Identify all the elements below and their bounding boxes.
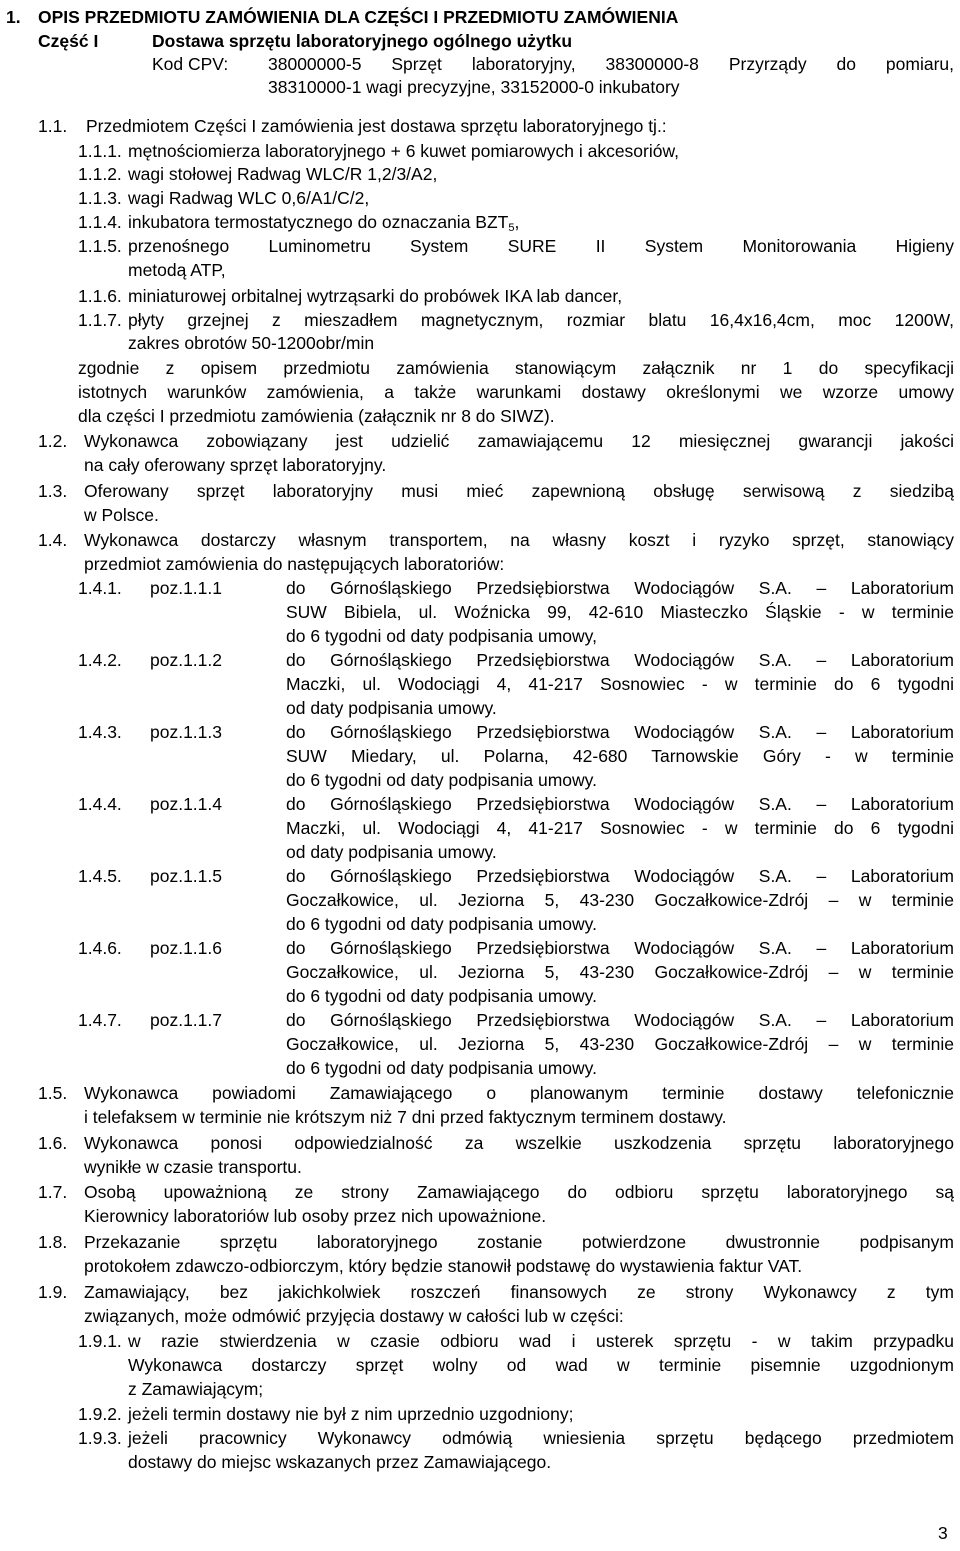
- item-text: do 6 tygodni od daty podpisania umowy,: [286, 626, 597, 646]
- list-item-number: 1.4.2.: [78, 650, 122, 670]
- section-text: Wykonawca zobowiązany jest udzielić zamawiającemu 12 miesięcznej gwarancji jakości: [84, 431, 954, 451]
- paragraph-line: istotnych warunków zamówienia, a także warunkami dostawy określonymi we wzorze umowy: [78, 382, 954, 402]
- list-item-text: jeżeli pracownicy Wykonawcy odmówią wniesienia sprzętu będącego przedmiotem: [128, 1428, 954, 1448]
- list-item-number: 1.4.6.: [78, 938, 122, 958]
- section-number: 1.3.: [38, 481, 68, 501]
- item-text: do 6 tygodni od daty podpisania umowy.: [286, 986, 597, 1006]
- section-text-cont: przedmiot zamówienia do następujących laboratoriów:: [84, 554, 505, 574]
- section-number: 1.4.: [38, 530, 68, 550]
- subscript: 5: [508, 222, 515, 234]
- list-item-number: 1.4.4.: [78, 794, 122, 814]
- list-item-text-cont: z Zamawiającym;: [128, 1379, 264, 1399]
- list-item-number: 1.1.5.: [78, 236, 122, 256]
- section-number: 1.6.: [38, 1133, 68, 1153]
- item-position: poz.1.1.1: [150, 578, 222, 598]
- section-number: 1.8.: [38, 1232, 68, 1252]
- item-suffix: ,: [514, 212, 520, 232]
- section-text-cont: związanych, może odmówić przyjęcia dostawy w całości lub w części:: [84, 1306, 624, 1326]
- item-text: do Górnośląskiego Przedsiębiorstwa Wodociągów S.A. – Laboratorium: [286, 650, 954, 670]
- paragraph-line: dla części I przedmiotu zamówienia (załącznik nr 8 do SIWZ).: [78, 406, 555, 426]
- cpv-codes-line-2: 38310000-1 wagi precyzyjne, 33152000-0 inkubatory: [268, 77, 680, 97]
- item-position: poz.1.1.2: [150, 650, 222, 670]
- item-text: Maczki, ul. Wodociągi 4, 41-217 Sosnowiec - w terminie do 6 tygodni: [286, 674, 954, 694]
- section-number: 1.5.: [38, 1083, 68, 1103]
- item-text: od daty podpisania umowy.: [286, 842, 497, 862]
- item-position: poz.1.1.7: [150, 1010, 222, 1030]
- item-text: do Górnośląskiego Przedsiębiorstwa Wodociągów S.A. – Laboratorium: [286, 722, 954, 742]
- list-item-number: 1.1.6.: [78, 286, 122, 306]
- list-item-number: 1.1.4.: [78, 212, 122, 232]
- section-number: 1.7.: [38, 1182, 68, 1202]
- list-item-number: 1.4.1.: [78, 578, 122, 598]
- list-item-text-cont: zakres obrotów 50-1200obr/min: [128, 333, 375, 353]
- section-text-cont: w Polsce.: [84, 505, 159, 525]
- list-item-number: 1.1.7.: [78, 310, 122, 330]
- item-text: Goczałkowice, ul. Jeziorna 5, 43-230 Goczałkowice-Zdrój – w terminie: [286, 1034, 954, 1054]
- section-text: Wykonawca ponosi odpowiedzialność za wszelkie uszkodzenia sprzętu laboratoryjnego: [84, 1133, 954, 1153]
- section-text-cont: protokołem zdawczo-odbiorczym, który będzie stanowił podstawę do wystawienia faktur VAT.: [84, 1256, 803, 1276]
- list-item-text: wagi stołowej Radwag WLC/R 1,2/3/A2,: [128, 164, 438, 184]
- section-text-cont: wynikłe w czasie transportu.: [84, 1157, 302, 1177]
- section-number: 1.: [6, 7, 21, 27]
- list-item-text-cont: metodą ATP,: [128, 260, 226, 280]
- item-text: do Górnośląskiego Przedsiębiorstwa Wodociągów S.A. – Laboratorium: [286, 938, 954, 958]
- list-item-text-cont: Wykonawca dostarczy sprzęt wolny od wad w terminie pisemnie uzgodnionym: [128, 1355, 954, 1375]
- section-text: Oferowany sprzęt laboratoryjny musi mieć zapewnioną obsługę serwisową z siedzibą: [84, 481, 954, 501]
- item-text: do Górnośląskiego Przedsiębiorstwa Wodociągów S.A. – Laboratorium: [286, 866, 954, 886]
- list-item-number: 1.1.2.: [78, 164, 122, 184]
- section-text: Zamawiający, bez jakichkolwiek roszczeń finansowych ze strony Wykonawcy z tym: [84, 1282, 954, 1302]
- list-item-number: 1.9.3.: [78, 1428, 122, 1448]
- item-text: Goczałkowice, ul. Jeziorna 5, 43-230 Goczałkowice-Zdrój – w terminie: [286, 890, 954, 910]
- item-text: SUW Bibiela, ul. Woźnicka 99, 42-610 Miasteczko Śląskie - w terminie: [286, 602, 954, 622]
- paragraph-line: zgodnie z opisem przedmiotu zamówienia stanowiącym załącznik nr 1 do specyfikacji: [78, 358, 954, 378]
- section-number: 1.1.: [38, 116, 68, 136]
- item-text: SUW Miedary, ul. Polarna, 42-680 Tarnowskie Góry - w terminie: [286, 746, 954, 766]
- cpv-codes-line-1: 38000000-5 Sprzęt laboratoryjny, 38300000-8 Przyrządy do pomiaru,: [268, 54, 954, 74]
- item-position: poz.1.1.5: [150, 866, 222, 886]
- page-number: 3: [938, 1523, 948, 1543]
- item-text: od daty podpisania umowy.: [286, 698, 497, 718]
- item-position: poz.1.1.6: [150, 938, 222, 958]
- item-position: poz.1.1.4: [150, 794, 222, 814]
- section-text: Wykonawca dostarczy własnym transportem, na własny koszt i ryzyko sprzęt, stanowiący: [84, 530, 954, 550]
- list-item-number: 1.1.3.: [78, 188, 122, 208]
- list-item-text: miniaturowej orbitalnej wytrząsarki do probówek IKA lab dancer,: [128, 286, 623, 306]
- section-text: Wykonawca powiadomi Zamawiającego o planowanym terminie dostawy telefonicznie: [84, 1083, 954, 1103]
- cpv-label: Kod CPV:: [152, 54, 229, 74]
- section-text: Przekazanie sprzętu laboratoryjnego zostanie potwierdzone dwustronnie podpisanym: [84, 1232, 954, 1252]
- document-title: OPIS PRZEDMIOTU ZAMÓWIENIA DLA CZĘŚCI I PRZEDMIOTU ZAMÓWIENIA: [38, 7, 679, 27]
- part-title: Dostawa sprzętu laboratoryjnego ogólnego użytku: [152, 31, 573, 51]
- section-text-cont: i telefaksem w terminie nie krótszym niż 7 dni przed faktycznym terminem dostawy.: [84, 1107, 727, 1127]
- item-text: do Górnośląskiego Przedsiębiorstwa Wodociągów S.A. – Laboratorium: [286, 1010, 954, 1030]
- part-label: Część I: [38, 31, 99, 51]
- list-item-text-cont: dostawy do miejsc wskazanych przez Zamawiającego.: [128, 1452, 552, 1472]
- item-position: poz.1.1.3: [150, 722, 222, 742]
- list-item-number: 1.9.1.: [78, 1331, 122, 1351]
- item-text: do Górnośląskiego Przedsiębiorstwa Wodociągów S.A. – Laboratorium: [286, 578, 954, 598]
- list-item-text: jeżeli termin dostawy nie był z nim uprzednio uzgodniony;: [128, 1404, 574, 1424]
- section-text: Przedmiotem Części I zamówienia jest dostawa sprzętu laboratoryjnego tj.:: [86, 116, 667, 136]
- item-text: do Górnośląskiego Przedsiębiorstwa Wodociągów S.A. – Laboratorium: [286, 794, 954, 814]
- section-number: 1.9.: [38, 1282, 68, 1302]
- item-text: do 6 tygodni od daty podpisania umowy.: [286, 1058, 597, 1078]
- item-text: Goczałkowice, ul. Jeziorna 5, 43-230 Goczałkowice-Zdrój – w terminie: [286, 962, 954, 982]
- section-number: 1.2.: [38, 431, 68, 451]
- list-item-text: w razie stwierdzenia w czasie odbioru wad i usterek sprzętu - w takim przypadku: [128, 1331, 954, 1351]
- section-text-cont: Kierownicy laboratoriów lub osoby przez nich upoważnione.: [84, 1206, 547, 1226]
- item-text: do 6 tygodni od daty podpisania umowy.: [286, 770, 597, 790]
- item-text: Maczki, ul. Wodociągi 4, 41-217 Sosnowiec - w terminie do 6 tygodni: [286, 818, 954, 838]
- list-item-number: 1.4.3.: [78, 722, 122, 742]
- item-text: inkubatora termostatycznego do oznaczania BZT: [128, 212, 509, 232]
- list-item-number: 1.1.1.: [78, 141, 122, 161]
- list-item-number: 1.4.7.: [78, 1010, 122, 1030]
- item-text: do 6 tygodni od daty podpisania umowy.: [286, 914, 597, 934]
- section-text-cont: na cały oferowany sprzęt laboratoryjny.: [84, 455, 387, 475]
- list-item-number: 1.9.2.: [78, 1404, 122, 1424]
- list-item-text: przenośnego Luminometru System SURE II System Monitorowania Higieny: [128, 236, 954, 256]
- list-item-text: płyty grzejnej z mieszadłem magnetycznym, rozmiar blatu 16,4x16,4cm, moc 1200W,: [128, 310, 954, 330]
- list-item-text: mętnościomierza laboratoryjnego + 6 kuwet pomiarowych i akcesoriów,: [128, 141, 680, 161]
- section-text: Osobą upoważnioną ze strony Zamawiającego do odbioru sprzętu laboratoryjnego są: [84, 1182, 954, 1202]
- list-item-text: wagi Radwag WLC 0,6/A1/C/2,: [128, 188, 370, 208]
- list-item-number: 1.4.5.: [78, 866, 122, 886]
